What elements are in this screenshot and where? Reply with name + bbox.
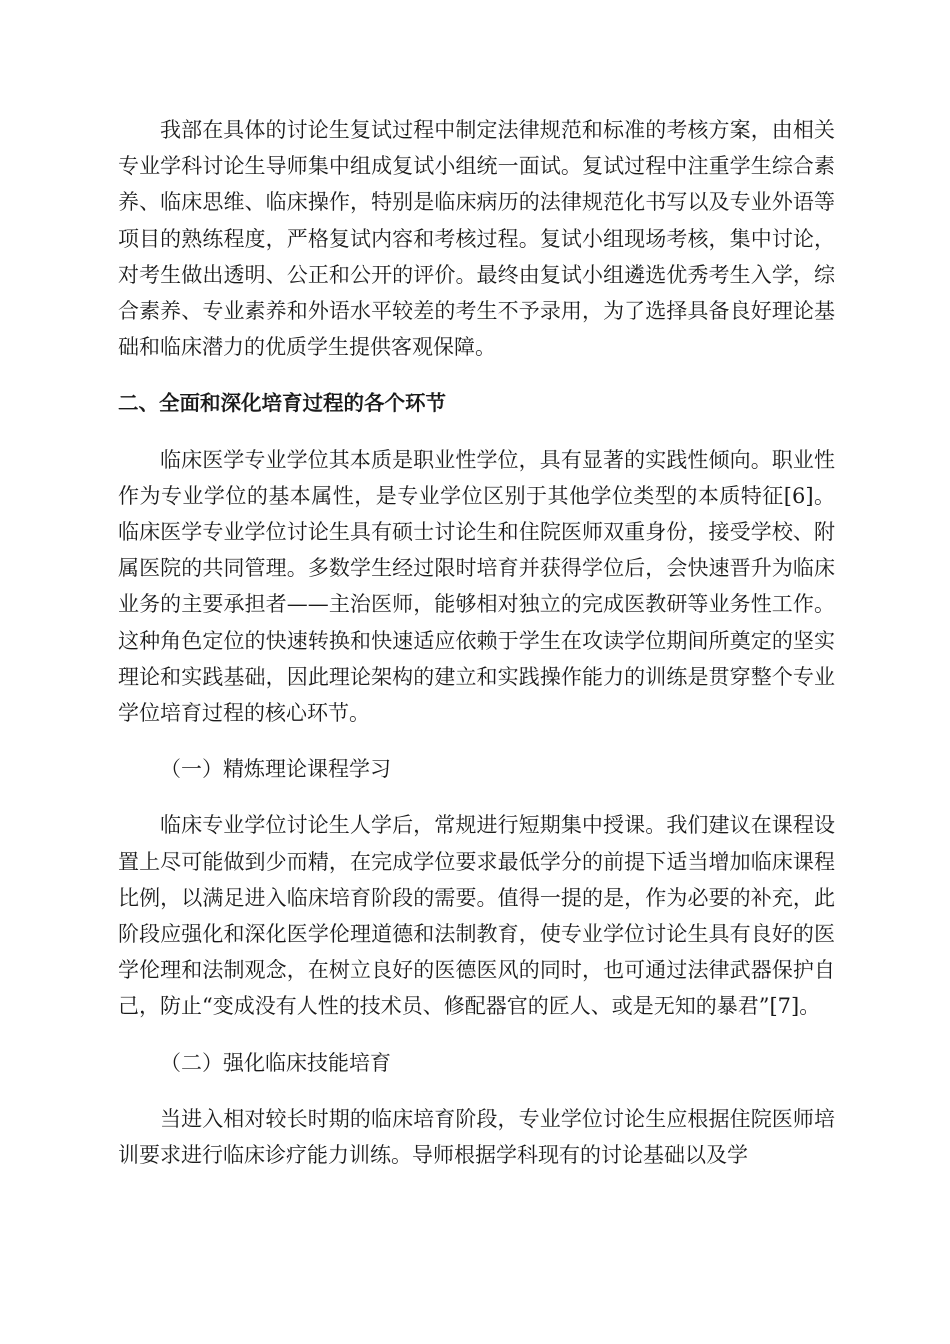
paragraph-retest: 我部在具体的讨论生复试过程中制定法律规范和标准的考核方案，由相关专业学科讨论生导师集中组成复试小组统一面试。复试过程中注重学生综合素养、临床思维、临床操作，特别是临床病历的法律规范化书写以及专业外语等项目的熟练程度，严格复试内容和考核过程。复试小组现场考核，集中讨论，对考生做出透明、公正和公开的评价。最终由复试小组遴选优秀考生入学，综合素养、专业素养和外语水平较差的考生不予录用，为了选择具备良好理论基础和临床潜力的优质学生提供客观保障。 (118, 118, 835, 360)
paragraph-courses: 临床专业学位讨论生人学后，常规进行短期集中授课。我们建议在课程设置上尽可能做到少而精，在完成学位要求最低学分的前提下适当增加临床课程比例，以满足进入临床培育阶段的需要。值得一提的是，作为必要的补充，此阶段应强化和深化医学伦理道德和法制教育，使专业学位讨论生具有良好的医学伦理和法制观念，在树立良好的医德医风的同时，也可通过法律武器保护自己，防止“变成没有人性的技术员、修配器官的匠人、或是无知的暴君”[7]。 (118, 813, 835, 1019)
paragraph-degree-nature: 临床医学专业学位其本质是职业性学位，具有显著的实践性倾向。职业性作为专业学位的基本属性，是专业学位区别于其他学位类型的本质特征[6]。临床医学专业学位讨论生具有硕士讨论生和住院医师双重身份，接受学校、附属医院的共同管理。多数学生经过限时培育并获得学位后，会快速晋升为临床业务的主要承担者——主治医师，能够相对独立的完成医教研等业务性工作。这种角色定位的快速转换和快速适应依赖于学生在攻读学位期间所奠定的坚实理论和实践基础，因此理论架构的建立和实践操作能力的训练是贯穿整个专业学位培育过程的核心环节。 (118, 447, 835, 726)
subheading-clinical-skills: （二）强化临床技能培育 (160, 1050, 391, 1075)
section-heading: 二、全面和深化培育过程的各个环节 (118, 391, 446, 416)
subheading-theory-courses: （一）精炼理论课程学习 (160, 757, 391, 782)
paragraph-clinical-training: 当进入相对较长时期的临床培育阶段，专业学位讨论生应根据住院医师培训要求进行临床诊疗能力训练。导师根据学科现有的讨论基础以及学 (118, 1106, 835, 1168)
